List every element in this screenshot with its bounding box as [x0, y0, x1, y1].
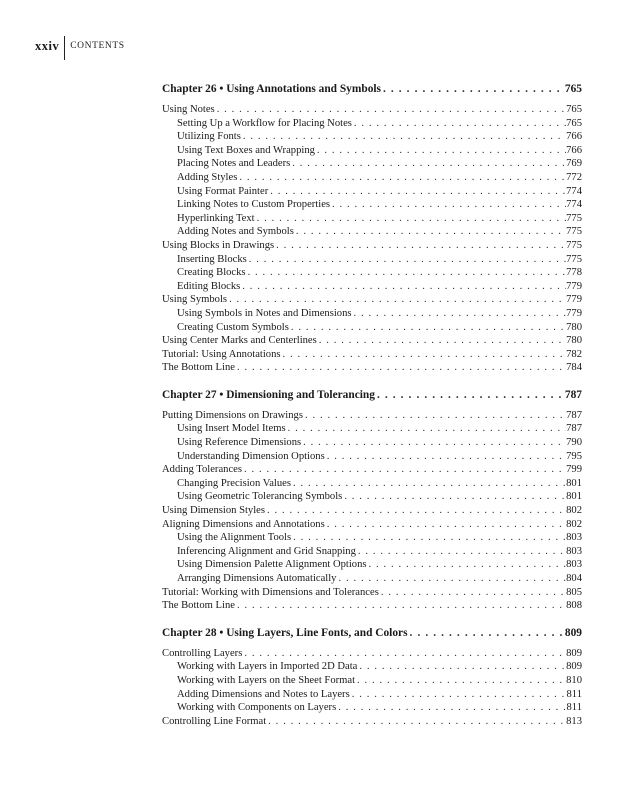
- entry-page-number: 765: [566, 117, 582, 129]
- entry-title: Using Insert Model Items: [177, 423, 286, 435]
- dot-leader: [303, 409, 566, 423]
- dot-leader: [215, 103, 566, 117]
- dot-leader: [352, 117, 566, 131]
- entry-title: Working with Layers in Imported 2D Data: [177, 661, 358, 673]
- dot-leader: [281, 348, 567, 362]
- entry-title: Using Text Boxes and Wrapping: [177, 144, 315, 156]
- entry-page-number: 811: [566, 688, 582, 700]
- entry-page-number: 803: [566, 532, 582, 544]
- entry-page-number: 801: [566, 491, 582, 503]
- entry-page-number: 790: [566, 437, 582, 449]
- dot-leader: [291, 477, 566, 491]
- entry-page-number: 809: [566, 661, 582, 673]
- dot-leader: [242, 463, 566, 477]
- entry-title: The Bottom Line: [162, 362, 235, 374]
- toc-subentry[interactable]: [162, 171, 582, 185]
- entry-title: Editing Blocks: [177, 280, 241, 292]
- entry-title: Using Dimension Styles: [162, 505, 265, 517]
- entry-page-number: 803: [566, 559, 582, 571]
- page-number: xxiv: [35, 39, 60, 53]
- toc-subentry[interactable]: [162, 253, 582, 267]
- chapter-section: [162, 388, 582, 613]
- dot-leader: [379, 586, 566, 600]
- entry-title: Aligning Dimensions and Annotations: [162, 518, 325, 530]
- dot-leader: [268, 185, 566, 199]
- dot-leader: [355, 674, 566, 688]
- dot-leader: [317, 334, 566, 348]
- chapter-page-number: 809: [564, 626, 582, 639]
- toc-entry[interactable]: [162, 239, 582, 253]
- toc-subentry[interactable]: [162, 545, 582, 559]
- dot-leader: [247, 253, 566, 267]
- dot-leader: [350, 688, 567, 702]
- entry-page-number: 795: [566, 450, 582, 462]
- toc-entry[interactable]: [162, 518, 582, 532]
- dot-leader: [237, 171, 566, 185]
- dot-leader: [336, 572, 566, 586]
- chapter-title: Chapter 28 • Using Layers, Line Fonts, and Colors: [162, 626, 408, 639]
- entry-page-number: 780: [566, 321, 582, 333]
- toc-subentry[interactable]: [162, 130, 582, 144]
- entry-page-number: 775: [566, 226, 582, 238]
- entry-title: Working with Components on Layers: [177, 702, 337, 714]
- entry-title: Understanding Dimension Options: [177, 450, 325, 462]
- entry-title: Placing Notes and Leaders: [177, 158, 291, 170]
- toc-entry[interactable]: [162, 463, 582, 477]
- toc-subentry[interactable]: [162, 558, 582, 572]
- chapter-section: [162, 626, 582, 729]
- toc-subentry[interactable]: [162, 266, 582, 280]
- entry-title: Using Format Painter: [177, 185, 269, 197]
- dot-leader: [352, 307, 567, 321]
- toc-entry[interactable]: [162, 103, 582, 117]
- entry-title: Controlling Layers: [162, 647, 243, 659]
- entry-page-number: 805: [566, 586, 582, 598]
- entry-title: Creating Blocks: [177, 267, 246, 279]
- dot-leader: [336, 701, 566, 715]
- entry-title: Tutorial: Using Annotations: [162, 348, 281, 360]
- dot-leader: [255, 212, 566, 226]
- toc-entry[interactable]: [162, 586, 582, 600]
- entry-page-number: 780: [566, 335, 582, 347]
- entry-title: Utilizing Fonts: [177, 131, 241, 143]
- toc-subentry[interactable]: [162, 674, 582, 688]
- entry-page-number: 765: [566, 104, 582, 115]
- entry-page-number: 802: [566, 505, 582, 517]
- entry-title: Inferencing Alignment and Grid Snapping: [177, 545, 356, 557]
- dot-leader: [227, 293, 566, 307]
- entry-title: Arranging Dimensions Automatically: [177, 573, 337, 584]
- entry-page-number: 778: [566, 267, 582, 279]
- entry-page-number: 766: [566, 144, 582, 156]
- chapter-page-number: 765: [564, 83, 582, 95]
- toc-subentry[interactable]: [162, 477, 582, 491]
- entry-title: Using Notes: [162, 104, 215, 115]
- entry-title: Using Center Marks and Centerlines: [162, 335, 317, 347]
- entry-title: Adding Notes and Symbols: [177, 226, 294, 238]
- dot-leader: [356, 545, 566, 559]
- entry-title: Tutorial: Working with Dimensions and Tolerances: [162, 586, 379, 598]
- entry-title: Creating Custom Symbols: [177, 321, 289, 333]
- toc-subentry[interactable]: [162, 225, 582, 239]
- entry-page-number: 804: [566, 573, 582, 584]
- entry-title: Using Blocks in Drawings: [162, 239, 275, 251]
- toc-subentry[interactable]: [162, 450, 582, 464]
- dot-leader: [246, 266, 567, 280]
- entry-page-number: 774: [566, 185, 582, 197]
- toc-subentry[interactable]: [162, 688, 582, 702]
- dot-leader: [265, 504, 566, 518]
- toc-subentry[interactable]: [162, 531, 582, 545]
- entry-title: Setting Up a Workflow for Placing Notes: [177, 117, 352, 129]
- entry-title: Controlling Line Format: [162, 715, 267, 727]
- entry-page-number: 811: [566, 702, 582, 714]
- toc-subentry[interactable]: [162, 490, 582, 504]
- toc-entry[interactable]: [162, 293, 582, 307]
- dot-leader: [286, 422, 567, 436]
- toc-subentry[interactable]: [162, 157, 582, 171]
- entry-title: Using Dimension Palette Alignment Options: [177, 559, 367, 571]
- toc-subentry[interactable]: [162, 307, 582, 321]
- entry-page-number: 787: [566, 409, 582, 421]
- entry-title: Using Reference Dimensions: [177, 437, 302, 449]
- entry-page-number: 787: [566, 423, 582, 435]
- entry-page-number: 801: [566, 477, 582, 489]
- table-of-contents: [162, 82, 582, 741]
- entry-page-number: 809: [566, 647, 582, 659]
- chapter-heading[interactable]: [162, 82, 582, 97]
- dot-leader: [289, 321, 566, 335]
- chapter-title: Chapter 26 • Using Annotations and Symbols: [162, 83, 381, 95]
- chapter-heading[interactable]: [162, 388, 582, 403]
- entry-page-number: 810: [566, 674, 582, 686]
- entry-page-number: 772: [566, 171, 582, 183]
- entry-page-number: 799: [566, 464, 582, 476]
- entry-title: Putting Dimensions on Drawings: [162, 409, 303, 421]
- dot-leader: [240, 280, 566, 294]
- dot-leader: [357, 660, 566, 674]
- entry-title: Using Symbols: [162, 294, 228, 306]
- dot-leader: [235, 361, 566, 375]
- entry-page-number: 775: [566, 239, 582, 251]
- dot-leader: [367, 558, 567, 572]
- dot-leader: [266, 715, 566, 729]
- toc-subentry[interactable]: [162, 660, 582, 674]
- toc-entry[interactable]: [162, 647, 582, 661]
- chapter-title: Chapter 27 • Dimensioning and Tolerancing: [162, 388, 375, 401]
- entry-page-number: 779: [566, 307, 582, 319]
- toc-entry[interactable]: [162, 409, 582, 423]
- dot-leader: [294, 225, 566, 239]
- dot-leader: [342, 490, 566, 504]
- entry-page-number: 808: [566, 600, 582, 612]
- header-divider: [64, 36, 65, 60]
- entry-title: Adding Tolerances: [162, 464, 242, 476]
- entry-title: Hyperlinking Text: [177, 212, 255, 224]
- running-head-title: CONTENTS: [70, 41, 125, 51]
- dot-leader: [235, 599, 566, 613]
- toc-subentry[interactable]: [162, 321, 582, 335]
- chapter-heading[interactable]: [162, 626, 582, 641]
- running-head: [35, 36, 125, 58]
- entry-page-number: 779: [566, 280, 582, 292]
- toc-subentry[interactable]: [162, 701, 582, 715]
- toc-entry[interactable]: [162, 715, 582, 729]
- dot-leader: [301, 436, 566, 450]
- dot-leader: [381, 82, 565, 97]
- entry-title: Adding Dimensions and Notes to Layers: [177, 688, 350, 700]
- entry-title: Changing Precision Values: [177, 477, 291, 489]
- toc-subentry[interactable]: [162, 280, 582, 294]
- dot-leader: [408, 626, 565, 641]
- dot-leader: [274, 239, 566, 253]
- dot-leader: [325, 518, 566, 532]
- entry-page-number: 766: [566, 131, 582, 143]
- entry-title: Using Symbols in Notes and Dimensions: [177, 307, 352, 319]
- toc-entry[interactable]: [162, 361, 582, 375]
- entry-title: The Bottom Line: [162, 600, 235, 612]
- entry-title: Linking Notes to Custom Properties: [177, 199, 331, 211]
- dot-leader: [325, 450, 566, 464]
- toc-entry[interactable]: [162, 504, 582, 518]
- entry-page-number: 782: [566, 348, 582, 360]
- dot-leader: [315, 144, 566, 158]
- dot-leader: [290, 157, 566, 171]
- entry-page-number: 784: [566, 362, 582, 374]
- entry-title: Using Geometric Tolerancing Symbols: [177, 491, 343, 503]
- entry-title: Working with Layers on the Sheet Format: [177, 674, 356, 686]
- toc-subentry[interactable]: [162, 117, 582, 131]
- entry-page-number: 802: [566, 518, 582, 530]
- dot-leader: [375, 388, 565, 403]
- entry-title: Inserting Blocks: [177, 253, 247, 265]
- toc-entry[interactable]: [162, 334, 582, 348]
- entry-title: Using the Alignment Tools: [177, 532, 292, 544]
- entry-page-number: 775: [566, 253, 582, 265]
- toc-subentry[interactable]: [162, 436, 582, 450]
- toc-subentry[interactable]: [162, 185, 582, 199]
- toc-entry[interactable]: [162, 599, 582, 613]
- toc-subentry[interactable]: [162, 198, 582, 212]
- entry-page-number: 813: [566, 715, 582, 727]
- entry-page-number: 803: [566, 545, 582, 557]
- entry-page-number: 775: [566, 212, 582, 224]
- chapter-section: [162, 82, 582, 375]
- toc-subentry[interactable]: [162, 144, 582, 158]
- chapter-page-number: 787: [564, 388, 582, 401]
- entry-page-number: 774: [566, 199, 582, 211]
- toc-subentry[interactable]: [162, 572, 582, 586]
- dot-leader: [330, 198, 566, 212]
- dot-leader: [291, 531, 566, 545]
- toc-entry[interactable]: [162, 348, 582, 362]
- toc-subentry[interactable]: [162, 422, 582, 436]
- toc-subentry[interactable]: [162, 212, 582, 226]
- dot-leader: [241, 130, 566, 144]
- entry-title: Adding Styles: [177, 171, 238, 183]
- entry-page-number: 769: [566, 158, 582, 170]
- entry-page-number: 779: [566, 294, 582, 306]
- dot-leader: [242, 647, 566, 661]
